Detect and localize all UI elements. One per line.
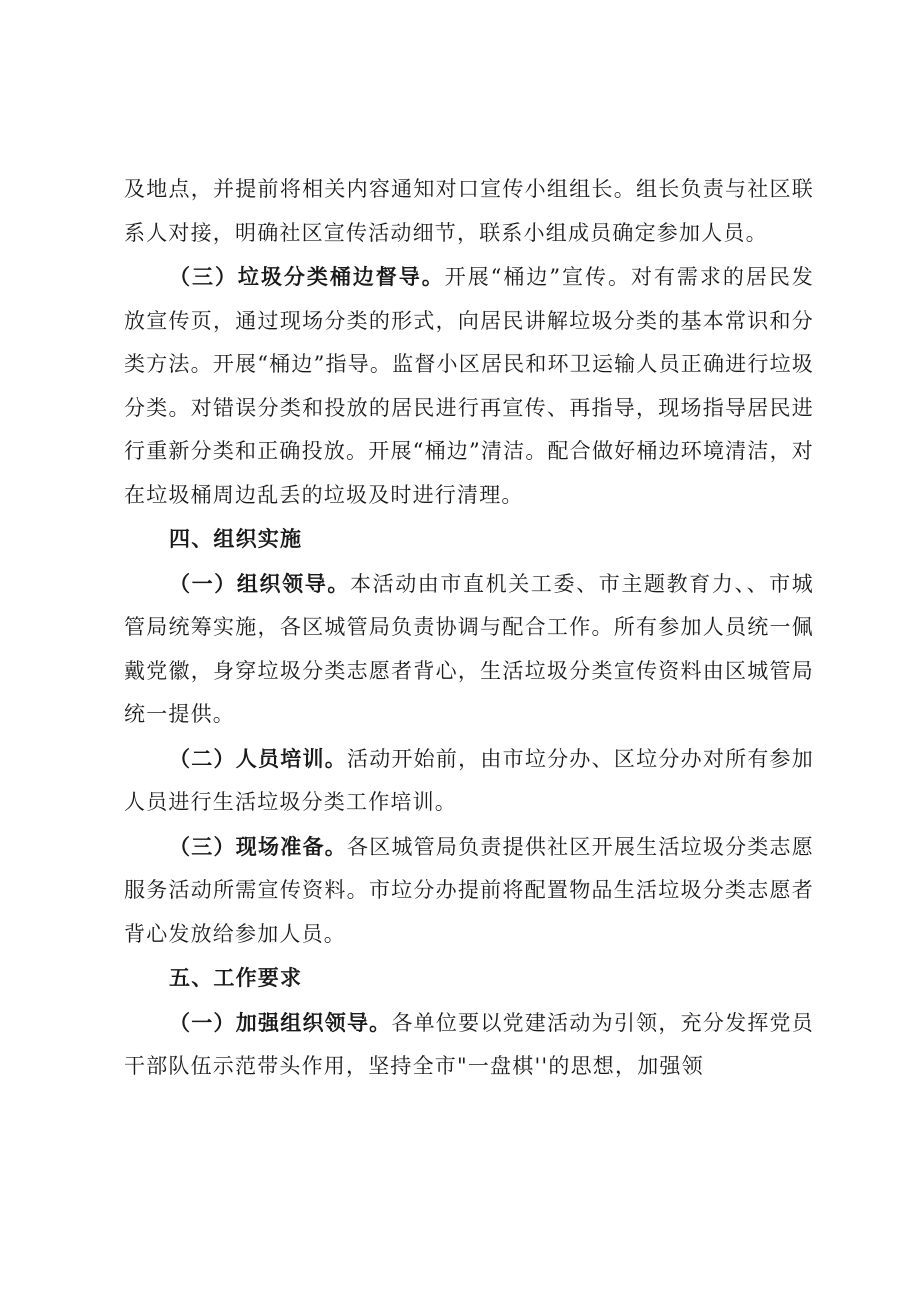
paragraph-strengthen-leadership-text: 各单位要以党建活动为引领，充分发挥党员干部队伍示范带头作用，坚持全市"一盘棋''的思想，加强领 — [124, 1010, 814, 1078]
paragraph-bin-supervision — [124, 255, 814, 517]
section-heading-requirements — [124, 956, 814, 1001]
subheading-training: （二）人员培训。 — [169, 745, 347, 771]
paragraph-bin-supervision-text: 开展“桶边”宣传。对有需求的居民发放宣传页，通过现场分类的形式，向居民讲解垃圾分类的基本常识和分类方法。开展“桶边”指导。监督小区居民和环卫运输人员正确进行垃圾分类。对错误分类和投放的居民进行再宣传、再指导，现场指导居民进行重新分类和正确投放。开展“桶边”清洁。配合做好桶边环境清洁，对在垃圾桶周边乱丢的垃圾及时进行清理。 — [124, 265, 814, 507]
paragraph-leadership — [124, 562, 814, 737]
section-heading-organization — [124, 517, 814, 562]
paragraph-continuation: 及地点，并提前将相关内容通知对口宣传小组组长。组长负责与社区联系人对接，明确社区宣传活动细节，联系小组成员确定参加人员。 — [124, 177, 814, 245]
paragraph-preparation-text: 各区城管局负责提供社区开展生活垃圾分类志愿服务活动所需宣传资料。市垃分办提前将配置物品生活垃圾分类志愿者背心发放给参加人员。 — [124, 834, 814, 946]
paragraph-leadership-text: 本活动由市直机关工委、市主题教育力、、市城管局统筹实施，各区城管局负责协调与配合工作。所有参加人员统一佩戴党徽，身穿垃圾分类志愿者背心，生活垃圾分类宣传资料由区城管局统一提供。 — [124, 571, 814, 726]
paragraph-training — [124, 737, 814, 825]
document-body — [124, 168, 814, 1089]
paragraph-strengthen-leadership — [124, 1001, 814, 1089]
subheading-leadership: （一）组织领导。 — [169, 570, 350, 596]
section-heading-requirements-text: 五、工作要求 — [169, 965, 303, 990]
paragraph-preparation — [124, 825, 814, 957]
section-heading-organization-text: 四、组织实施 — [169, 526, 303, 551]
paragraph-training-text: 活动开始前，由市垃分办、区垃分办对所有参加人员进行生活垃圾分类工作培训。 — [124, 746, 814, 814]
subheading-bin-supervision: （三）垃圾分类桶边督导。 — [169, 264, 445, 289]
subheading-preparation: （三）现场准备。 — [169, 833, 347, 859]
subheading-strengthen-leadership: （一）加强组织领导。 — [169, 1009, 392, 1035]
